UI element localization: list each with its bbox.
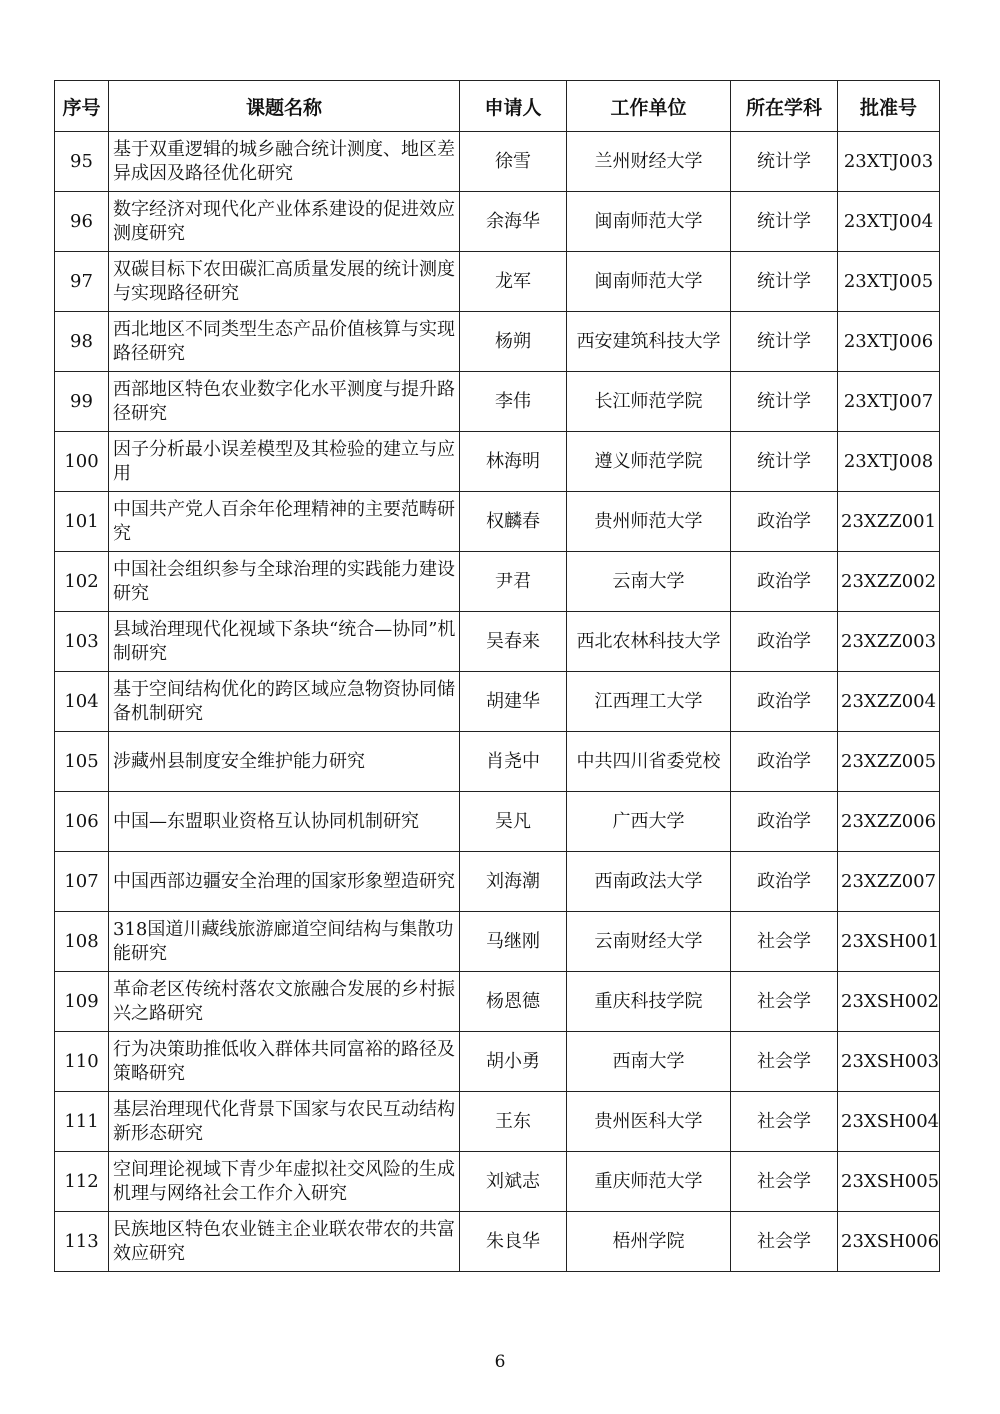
- cell-applicant: 余海华: [460, 192, 567, 252]
- cell-discipline: 统计学: [731, 312, 838, 372]
- table-row: [55, 1212, 940, 1272]
- cell-applicant: 权麟春: [460, 492, 567, 552]
- cell-unit: 西安建筑科技大学: [567, 312, 731, 372]
- cell-title: 行为决策助推低收入群体共同富裕的路径及策略研究: [109, 1032, 460, 1092]
- cell-approval: 23XSH005: [838, 1152, 940, 1212]
- table-row: [55, 192, 940, 252]
- page-number: 6: [494, 1352, 506, 1372]
- cell-approval: 23XZZ002: [838, 552, 940, 612]
- cell-applicant: 尹君: [460, 552, 567, 612]
- cell-no: 109: [55, 972, 109, 1032]
- header-unit: 工作单位: [567, 81, 731, 132]
- table-row: [55, 612, 940, 672]
- cell-unit: 贵州医科大学: [567, 1092, 731, 1152]
- cell-approval: 23XTJ005: [838, 252, 940, 312]
- cell-no: 105: [55, 732, 109, 792]
- table-row: [55, 252, 940, 312]
- cell-title: 西部地区特色农业数字化水平测度与提升路径研究: [109, 372, 460, 432]
- cell-discipline: 社会学: [731, 912, 838, 972]
- cell-discipline: 统计学: [731, 132, 838, 192]
- header-row: [55, 81, 940, 132]
- table-row: [55, 372, 940, 432]
- table-row: [55, 972, 940, 1032]
- cell-title: 318国道川藏线旅游廊道空间结构与集散功能研究: [109, 912, 460, 972]
- cell-no: 100: [55, 432, 109, 492]
- cell-unit: 重庆师范大学: [567, 1152, 731, 1212]
- cell-applicant: 肖尧中: [460, 732, 567, 792]
- cell-no: 102: [55, 552, 109, 612]
- cell-title: 因子分析最小误差模型及其检验的建立与应用: [109, 432, 460, 492]
- cell-unit: 梧州学院: [567, 1212, 731, 1272]
- table-row: [55, 1032, 940, 1092]
- header-discipline: 所在学科: [731, 81, 838, 132]
- table-row: [55, 852, 940, 912]
- project-table: [54, 80, 940, 1272]
- cell-applicant: 龙军: [460, 252, 567, 312]
- cell-approval: 23XTJ008: [838, 432, 940, 492]
- cell-discipline: 政治学: [731, 492, 838, 552]
- cell-no: 98: [55, 312, 109, 372]
- cell-title: 西北地区不同类型生态产品价值核算与实现路径研究: [109, 312, 460, 372]
- header-approval: 批准号: [838, 81, 940, 132]
- cell-applicant: 刘海潮: [460, 852, 567, 912]
- table-row: [55, 1152, 940, 1212]
- cell-approval: 23XSH004: [838, 1092, 940, 1152]
- cell-no: 99: [55, 372, 109, 432]
- cell-title: 基层治理现代化背景下国家与农民互动结构新形态研究: [109, 1092, 460, 1152]
- cell-discipline: 政治学: [731, 612, 838, 672]
- cell-approval: 23XSH001: [838, 912, 940, 972]
- cell-approval: 23XZZ005: [838, 732, 940, 792]
- cell-unit: 西北农林科技大学: [567, 612, 731, 672]
- cell-approval: 23XZZ001: [838, 492, 940, 552]
- cell-no: 96: [55, 192, 109, 252]
- cell-applicant: 徐雪: [460, 132, 567, 192]
- cell-title: 双碳目标下农田碳汇高质量发展的统计测度与实现路径研究: [109, 252, 460, 312]
- cell-approval: 23XTJ007: [838, 372, 940, 432]
- cell-approval: 23XSH003: [838, 1032, 940, 1092]
- cell-applicant: 刘斌志: [460, 1152, 567, 1212]
- cell-unit: 长江师范学院: [567, 372, 731, 432]
- header-no: 序号: [55, 81, 109, 132]
- cell-approval: 23XZZ004: [838, 672, 940, 732]
- cell-applicant: 李伟: [460, 372, 567, 432]
- cell-unit: 江西理工大学: [567, 672, 731, 732]
- cell-discipline: 统计学: [731, 252, 838, 312]
- cell-discipline: 社会学: [731, 1152, 838, 1212]
- cell-no: 108: [55, 912, 109, 972]
- cell-title: 基于双重逻辑的城乡融合统计测度、地区差异成因及路径优化研究: [109, 132, 460, 192]
- cell-unit: 遵义师范学院: [567, 432, 731, 492]
- cell-discipline: 政治学: [731, 672, 838, 732]
- cell-applicant: 王东: [460, 1092, 567, 1152]
- cell-no: 104: [55, 672, 109, 732]
- cell-title: 中国社会组织参与全球治理的实践能力建设研究: [109, 552, 460, 612]
- cell-title: 涉藏州县制度安全维护能力研究: [109, 732, 460, 792]
- table-row: [55, 552, 940, 612]
- cell-unit: 兰州财经大学: [567, 132, 731, 192]
- cell-discipline: 政治学: [731, 732, 838, 792]
- cell-applicant: 杨朔: [460, 312, 567, 372]
- cell-discipline: 政治学: [731, 552, 838, 612]
- cell-unit: 重庆科技学院: [567, 972, 731, 1032]
- table-row: [55, 732, 940, 792]
- cell-applicant: 朱良华: [460, 1212, 567, 1272]
- header-title: 课题名称: [109, 81, 460, 132]
- cell-no: 111: [55, 1092, 109, 1152]
- cell-no: 113: [55, 1212, 109, 1272]
- cell-no: 103: [55, 612, 109, 672]
- cell-unit: 云南财经大学: [567, 912, 731, 972]
- cell-applicant: 吴凡: [460, 792, 567, 852]
- cell-no: 110: [55, 1032, 109, 1092]
- cell-applicant: 吴春来: [460, 612, 567, 672]
- cell-approval: 23XTJ006: [838, 312, 940, 372]
- cell-title: 中国共产党人百余年伦理精神的主要范畴研究: [109, 492, 460, 552]
- cell-approval: 23XSH002: [838, 972, 940, 1032]
- cell-applicant: 林海明: [460, 432, 567, 492]
- table-row: [55, 132, 940, 192]
- cell-approval: 23XZZ007: [838, 852, 940, 912]
- table-row: [55, 672, 940, 732]
- cell-no: 112: [55, 1152, 109, 1212]
- cell-title: 空间理论视域下青少年虚拟社交风险的生成机理与网络社会工作介入研究: [109, 1152, 460, 1212]
- cell-applicant: 杨恩德: [460, 972, 567, 1032]
- cell-approval: 23XZZ006: [838, 792, 940, 852]
- project-table-container: [54, 80, 939, 1272]
- cell-discipline: 社会学: [731, 1092, 838, 1152]
- cell-applicant: 胡小勇: [460, 1032, 567, 1092]
- cell-approval: 23XTJ003: [838, 132, 940, 192]
- table-row: [55, 432, 940, 492]
- cell-unit: 闽南师范大学: [567, 252, 731, 312]
- cell-no: 97: [55, 252, 109, 312]
- table-row: [55, 492, 940, 552]
- cell-unit: 贵州师范大学: [567, 492, 731, 552]
- table-row: [55, 912, 940, 972]
- cell-unit: 闽南师范大学: [567, 192, 731, 252]
- cell-approval: 23XTJ004: [838, 192, 940, 252]
- cell-no: 101: [55, 492, 109, 552]
- table-header: [55, 81, 940, 132]
- cell-discipline: 社会学: [731, 1032, 838, 1092]
- cell-discipline: 统计学: [731, 192, 838, 252]
- cell-discipline: 统计学: [731, 432, 838, 492]
- table-row: [55, 792, 940, 852]
- cell-discipline: 社会学: [731, 1212, 838, 1272]
- cell-no: 95: [55, 132, 109, 192]
- cell-title: 数字经济对现代化产业体系建设的促进效应测度研究: [109, 192, 460, 252]
- cell-discipline: 统计学: [731, 372, 838, 432]
- cell-unit: 西南政法大学: [567, 852, 731, 912]
- cell-no: 106: [55, 792, 109, 852]
- cell-applicant: 马继刚: [460, 912, 567, 972]
- header-applicant: 申请人: [460, 81, 567, 132]
- cell-applicant: 胡建华: [460, 672, 567, 732]
- cell-no: 107: [55, 852, 109, 912]
- cell-title: 中国西部边疆安全治理的国家形象塑造研究: [109, 852, 460, 912]
- cell-unit: 云南大学: [567, 552, 731, 612]
- table-row: [55, 1092, 940, 1152]
- cell-title: 中国—东盟职业资格互认协同机制研究: [109, 792, 460, 852]
- cell-unit: 广西大学: [567, 792, 731, 852]
- cell-discipline: 社会学: [731, 972, 838, 1032]
- table-row: [55, 312, 940, 372]
- cell-approval: 23XZZ003: [838, 612, 940, 672]
- cell-discipline: 政治学: [731, 852, 838, 912]
- cell-unit: 中共四川省委党校: [567, 732, 731, 792]
- cell-discipline: 政治学: [731, 792, 838, 852]
- cell-title: 县域治理现代化视域下条块“统合—协同”机制研究: [109, 612, 460, 672]
- table-body: [55, 132, 940, 1272]
- cell-title: 基于空间结构优化的跨区域应急物资协同储备机制研究: [109, 672, 460, 732]
- cell-title: 革命老区传统村落农文旅融合发展的乡村振兴之路研究: [109, 972, 460, 1032]
- cell-title: 民族地区特色农业链主企业联农带农的共富效应研究: [109, 1212, 460, 1272]
- cell-approval: 23XSH006: [838, 1212, 940, 1272]
- cell-unit: 西南大学: [567, 1032, 731, 1092]
